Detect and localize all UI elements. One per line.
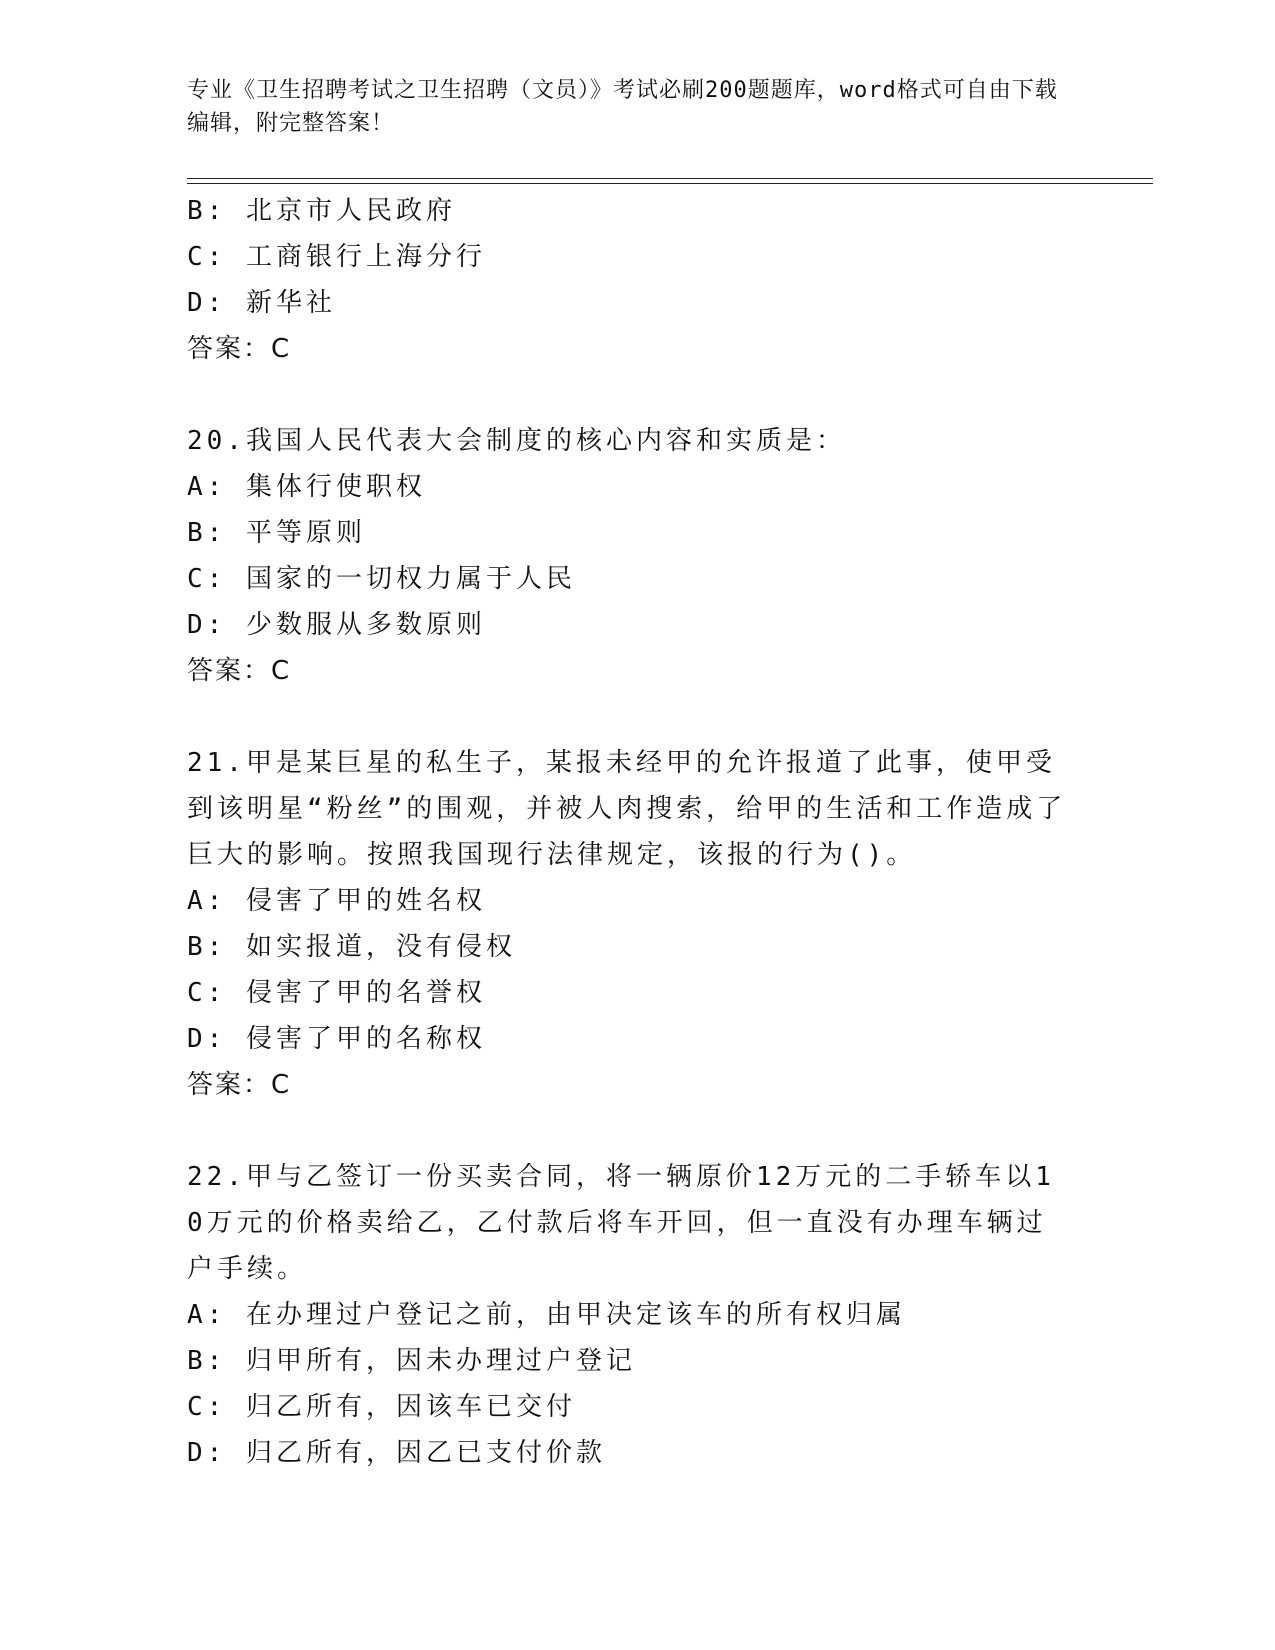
question-20 (187, 418, 1087, 694)
option-a: A: 集体行使职权 (187, 472, 426, 502)
spacer (187, 372, 1087, 418)
option-d: D: 侵害了甲的名称权 (187, 1024, 486, 1054)
header-divider-bottom (187, 183, 1153, 184)
answer: 答案：C (187, 1070, 292, 1100)
option-d: D: 新华社 (187, 288, 336, 318)
question-list (187, 188, 1087, 1476)
option-b: B: 北京市人民政府 (187, 196, 456, 226)
option-c: C: 侵害了甲的名誉权 (187, 978, 486, 1008)
option-a: A: 在办理过户登记之前，由甲决定该车的所有权归属 (187, 1300, 906, 1330)
option-d: D: 归乙所有，因乙已支付价款 (187, 1438, 606, 1468)
option-b: B: 如实报道，没有侵权 (187, 932, 516, 962)
spacer (187, 1108, 1087, 1154)
question-text: 22.甲与乙签订一份买卖合同，将一辆原价12万元的二手轿车以10万元的价格卖给乙，乙付款后将车开回，但一直没有办理车辆过户手续。 (187, 1162, 1055, 1284)
option-d: D: 少数服从多数原则 (187, 610, 486, 640)
option-a: A: 侵害了甲的姓名权 (187, 886, 486, 916)
answer: 答案：C (187, 656, 292, 686)
option-c: C: 工商银行上海分行 (187, 242, 486, 272)
spacer (187, 694, 1087, 740)
question-22 (187, 1154, 1087, 1476)
page-header: 专业《卫生招聘考试之卫生招聘（文员）》考试必刷200题题库，word格式可自由下载编辑，附完整答案！ (187, 78, 1058, 136)
option-c: C: 归乙所有，因该车已交付 (187, 1392, 576, 1422)
option-c: C: 国家的一切权力属于人民 (187, 564, 576, 594)
header-divider-top (187, 178, 1153, 179)
question-text: 20.我国人民代表大会制度的核心内容和实质是： (187, 426, 846, 456)
answer: 答案：C (187, 334, 292, 364)
question-text: 21.甲是某巨星的私生子，某报未经甲的允许报道了此事，使甲受到该明星“粉丝”的围观，并被人肉搜索，给甲的生活和工作造成了巨大的影响。按照我国现行法律规定，该报的行为()。 (187, 748, 1067, 870)
question-19 (187, 188, 1087, 372)
option-b: B: 平等原则 (187, 518, 366, 548)
question-21 (187, 740, 1087, 1108)
option-b: B: 归甲所有，因未办理过户登记 (187, 1346, 636, 1376)
